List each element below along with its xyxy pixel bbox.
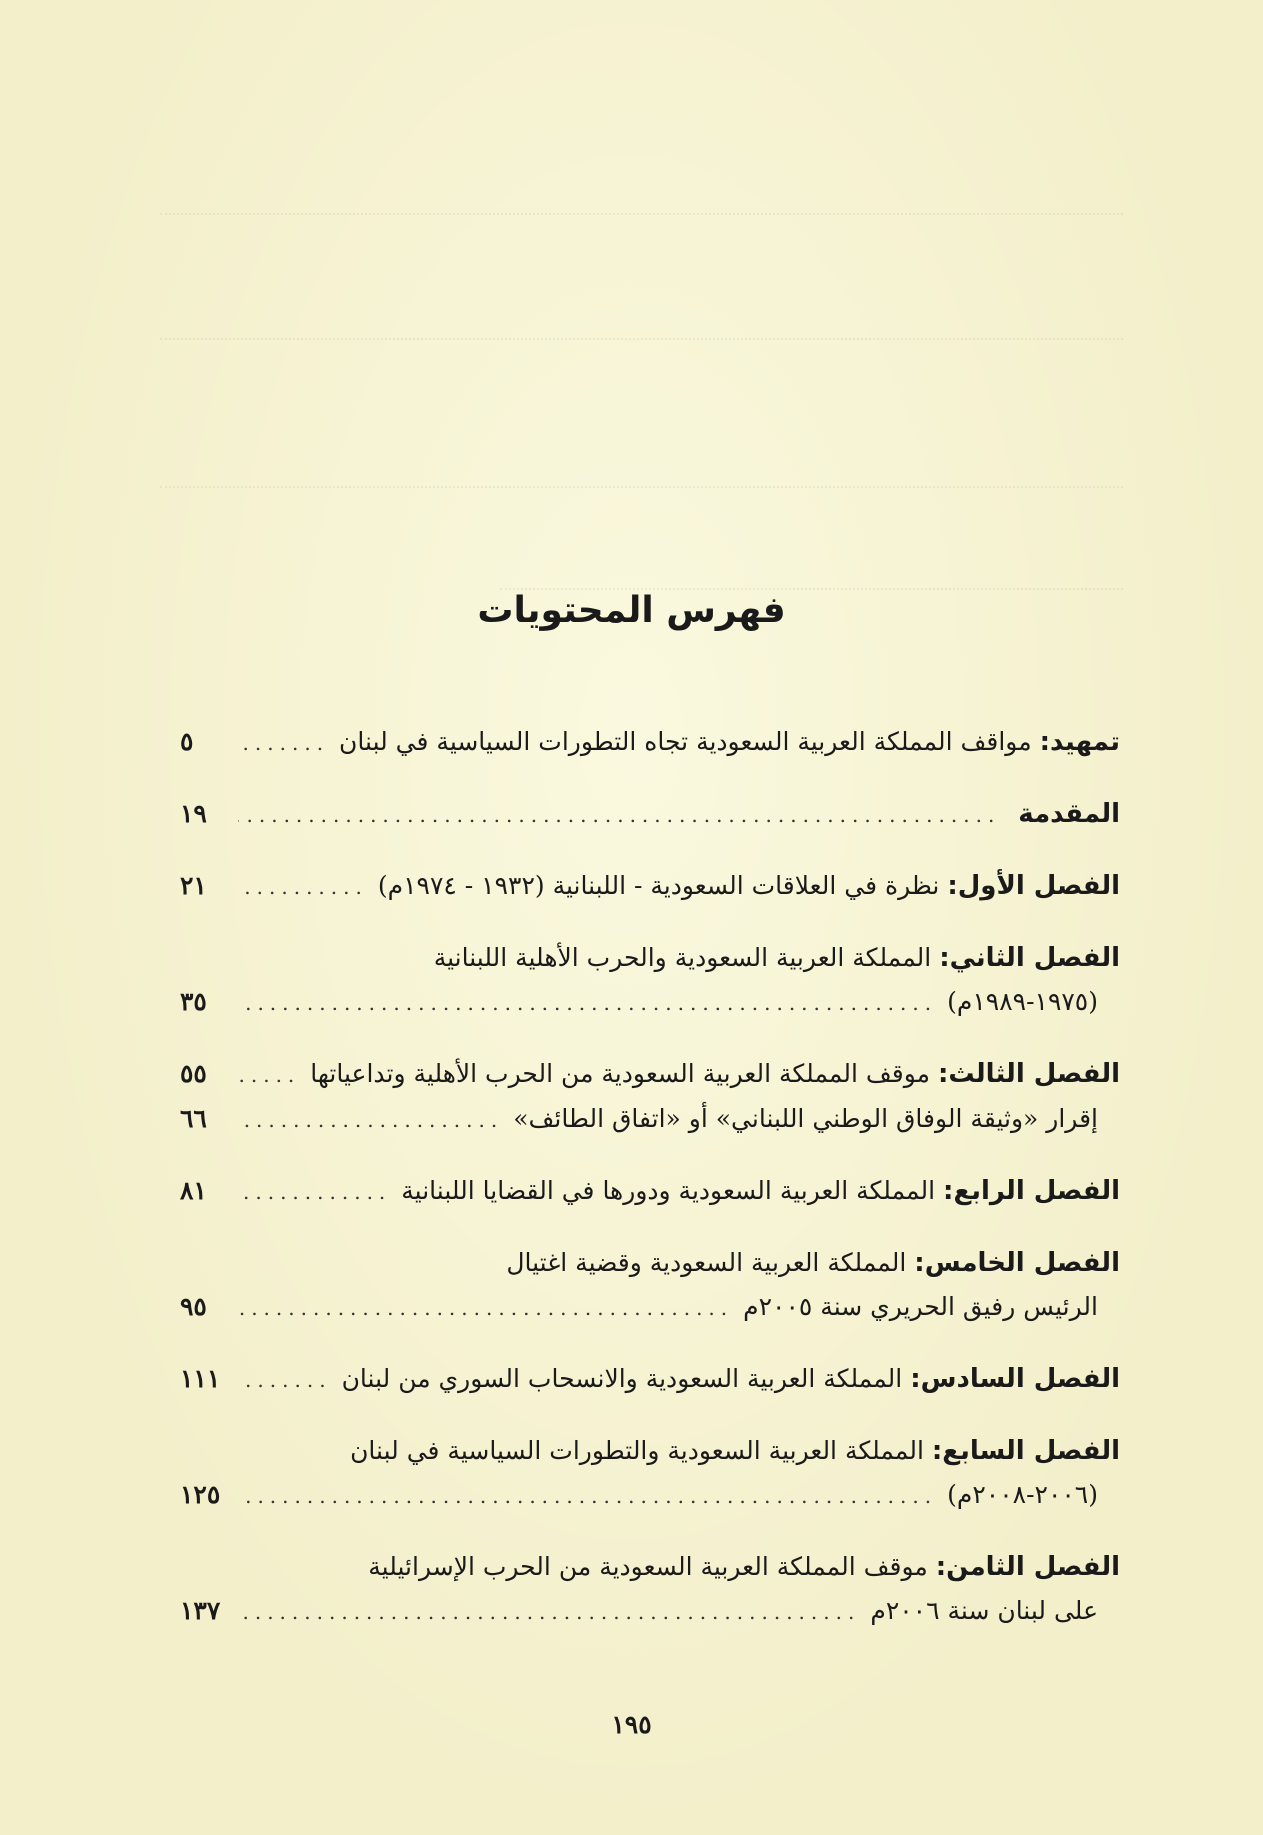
toc-page-number: ١١١ <box>180 1364 221 1393</box>
show-through-line <box>500 580 1123 590</box>
chapter-title: (٢٠٠٦-٢٠٠٨م) <box>947 1480 1098 1509</box>
toc-entry <box>180 792 1120 837</box>
dot-leader <box>238 1590 860 1634</box>
chapter-title: المملكة العربية السعودية والانسحاب السوري من لبنان <box>341 1364 903 1393</box>
chapter-label: الفصل الأول: <box>947 871 1120 901</box>
show-through-line <box>160 330 1123 340</box>
toc-entry <box>180 1169 1120 1214</box>
toc-page-number: ٥٥ <box>180 1059 207 1088</box>
chapter-title: المملكة العربية السعودية والتطورات السياسية في لبنان <box>350 1436 924 1465</box>
toc-entry <box>180 936 1120 1025</box>
toc-page-number: ١٢٥ <box>180 1480 221 1509</box>
chapter-title: المملكة العربية السعودية وقضية اغتيال <box>506 1248 907 1277</box>
dot-leader <box>238 1358 332 1402</box>
toc-line <box>180 1589 1098 1634</box>
toc-page-number: ٩٥ <box>180 1292 207 1321</box>
chapter-label: الفصل الخامس: <box>914 1248 1120 1278</box>
chapter-title: على لبنان سنة ٢٠٠٦م <box>870 1596 1098 1625</box>
chapter-label: الفصل الرابع: <box>943 1176 1120 1206</box>
dot-leader <box>238 865 368 909</box>
toc-line <box>180 792 1120 837</box>
toc-page-number: ٥ <box>180 727 194 756</box>
page-number: ١٩٥ <box>611 1710 652 1739</box>
chapter-title: موقف المملكة العربية السعودية من الحرب الإسرائيلية <box>368 1552 928 1581</box>
dot-leader <box>238 1053 300 1097</box>
chapter-label: الفصل الثامن: <box>935 1552 1120 1582</box>
dot-leader <box>238 1286 733 1330</box>
toc-line <box>180 1473 1098 1518</box>
toc-line <box>180 1285 1098 1330</box>
table-of-contents <box>180 720 1120 1661</box>
toc-line <box>180 864 1120 909</box>
toc-page-number: ٨١ <box>180 1176 207 1205</box>
chapter-label: الفصل السابع: <box>931 1436 1120 1466</box>
chapter-title: المملكة العربية السعودية والحرب الأهلية اللبنانية <box>433 943 932 972</box>
dot-leader <box>238 793 1000 837</box>
toc-page-number: ١٣٧ <box>180 1596 221 1625</box>
toc-line <box>180 1357 1120 1402</box>
toc-page-number: ٢١ <box>180 871 207 900</box>
chapter-title: مواقف المملكة العربية السعودية تجاه التطورات السياسية في لبنان <box>339 727 1032 756</box>
toc-entry <box>180 1052 1120 1142</box>
chapter-title: الرئيس رفيق الحريري سنة ٢٠٠٥م <box>743 1292 1098 1321</box>
toc-line <box>180 1429 1120 1473</box>
toc-page-number: ٣٥ <box>180 987 207 1016</box>
toc-line <box>180 1545 1120 1589</box>
chapter-label: الفصل الثاني: <box>939 943 1120 973</box>
page-title: فهرس المحتويات <box>477 590 786 631</box>
chapter-label: تمهيد: <box>1039 727 1120 757</box>
toc-line <box>180 1097 1098 1142</box>
toc-page-number: ٦٦ <box>180 1104 207 1133</box>
toc-line <box>180 1169 1120 1214</box>
chapter-title: (١٩٧٥-١٩٨٩م) <box>947 987 1098 1016</box>
toc-page-number: ١٩ <box>180 799 207 828</box>
chapter-label: المقدمة <box>1018 799 1120 829</box>
chapter-label: الفصل السادس: <box>910 1364 1120 1394</box>
dot-leader <box>238 981 937 1025</box>
dot-leader <box>238 721 329 765</box>
chapter-title: نظرة في العلاقات السعودية - اللبنانية (١٩٣٢ - ١٩٧٤م) <box>377 871 940 900</box>
toc-line <box>180 936 1120 980</box>
dot-leader <box>238 1098 503 1142</box>
toc-entry <box>180 1429 1120 1518</box>
chapter-title: إقرار «وثيقة الوفاق الوطني اللبناني» أو «اتفاق الطائف» <box>513 1104 1098 1133</box>
toc-line <box>180 1241 1120 1285</box>
toc-line <box>180 1052 1120 1097</box>
show-through-line <box>160 478 1123 488</box>
chapter-title: موقف المملكة العربية السعودية من الحرب الأهلية وتداعياتها <box>310 1059 930 1088</box>
toc-entry <box>180 1545 1120 1634</box>
show-through-line <box>160 205 1123 215</box>
dot-leader <box>238 1474 937 1518</box>
toc-line <box>180 980 1098 1025</box>
chapter-label: الفصل الثالث: <box>938 1059 1120 1089</box>
toc-line <box>180 720 1120 765</box>
toc-entry <box>180 864 1120 909</box>
toc-entry <box>180 1357 1120 1402</box>
chapter-title: المملكة العربية السعودية ودورها في القضايا اللبنانية <box>401 1176 936 1205</box>
toc-entry <box>180 720 1120 765</box>
dot-leader <box>238 1170 391 1214</box>
toc-entry <box>180 1241 1120 1330</box>
